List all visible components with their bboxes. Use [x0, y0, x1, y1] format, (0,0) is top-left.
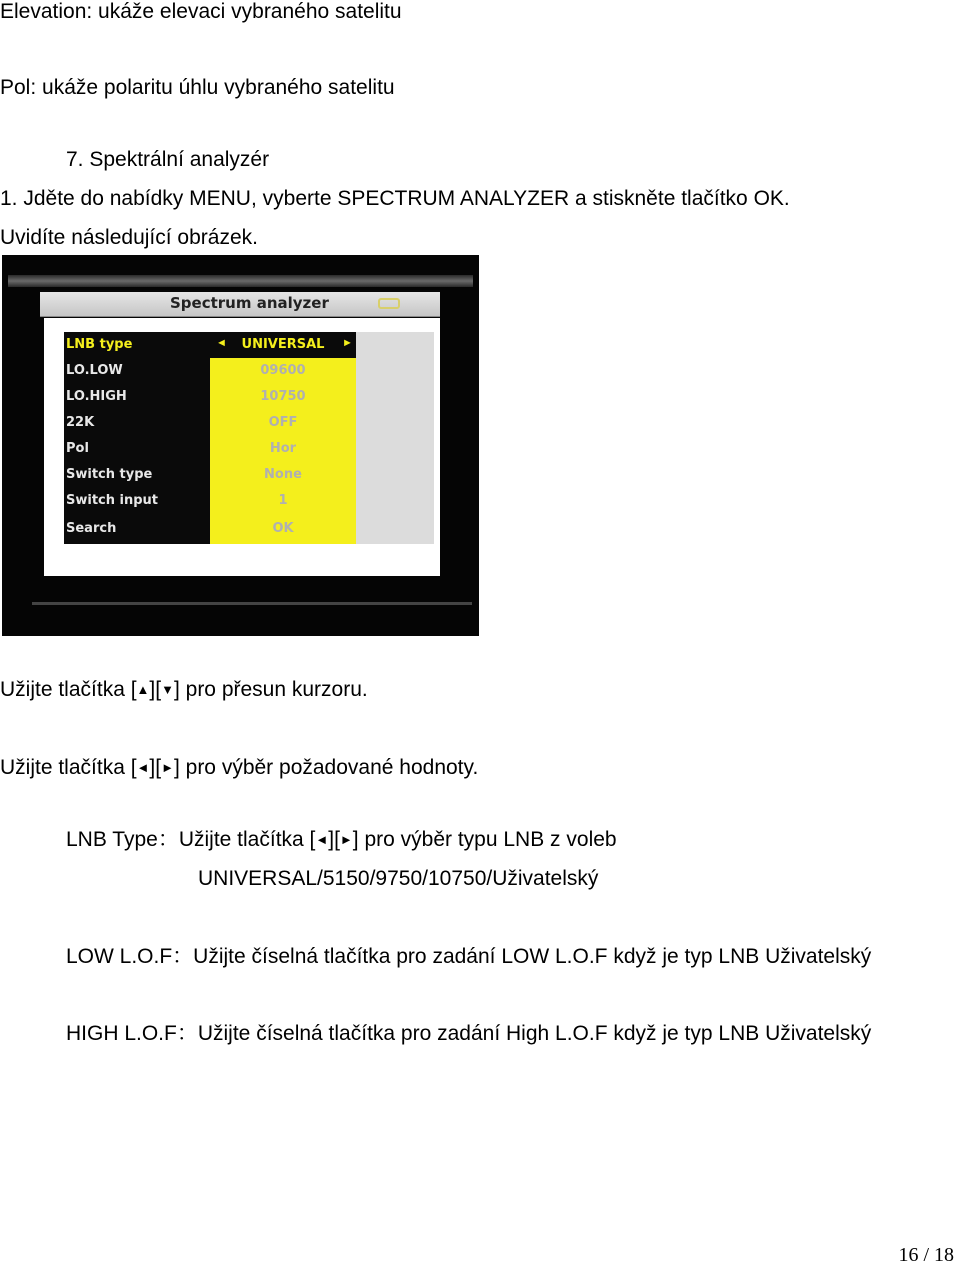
osd-row-pol[interactable]	[64, 436, 356, 462]
osd-row-value: OK	[272, 521, 294, 536]
osd-row-lo-high[interactable]	[64, 384, 356, 410]
osd-panel	[44, 318, 440, 576]
elevation-line: Elevation: ukáže elevaci vybraného satelitu	[0, 0, 402, 23]
low-lof-line: LOW L.O.F：Užijte číselná tlačítka pro zadání LOW L.O.F když je typ LNB Uživatelský	[66, 945, 872, 968]
high-lof-line: HIGH L.O.F：Užijte číselná tlačítka pro zadání High L.O.F když je typ LNB Uživatelský	[66, 1022, 872, 1045]
arrow-right-icon: ►	[339, 832, 353, 847]
arrow-left-icon: ◄	[315, 832, 329, 847]
osd-row-value: 1	[278, 493, 288, 508]
osd-row-value: UNIVERSAL	[241, 337, 325, 352]
osd-title-bar	[40, 292, 440, 317]
osd-row-value: None	[264, 467, 302, 482]
arrow-right-icon: ►	[161, 760, 174, 775]
spectrum-analyzer-screenshot	[2, 255, 479, 636]
step1-continuation: Uvidíte následující obrázek.	[0, 226, 258, 249]
osd-row-label: LO.HIGH	[66, 389, 127, 404]
osd-title: Spectrum analyzer	[170, 294, 329, 312]
pol-line: Pol: ukáže polaritu úhlu vybraného satelitu	[0, 76, 395, 99]
page-number: 16 / 18	[898, 1244, 954, 1266]
osd-row-label: Switch type	[66, 467, 153, 482]
lnb-type-line: LNB Type：Užijte tlačítka [◄][►] pro výběr typu LNB z voleb	[66, 828, 617, 851]
osd-row-label: 22K	[66, 415, 95, 430]
osd-row-label: Search	[66, 521, 117, 536]
arrow-left-icon: ◄	[136, 760, 150, 775]
cursor-instruction: Užijte tlačítka [▲][▼] pro přesun kurzoru.	[0, 678, 368, 701]
osd-row-switch-input[interactable]	[64, 488, 356, 514]
osd-row-value: Hor	[269, 441, 297, 456]
osd-row-label: Switch input	[66, 493, 159, 508]
arrow-right-icon: ►	[342, 337, 353, 349]
arrow-down-icon: ▼	[161, 682, 174, 697]
step1-line: 1. Jděte do nabídky MENU, vyberte SPECTRUM ANALYZER a stiskněte tlačítko OK.	[0, 187, 790, 210]
osd-row-search[interactable]	[64, 516, 356, 542]
osd-row-value: OFF	[268, 415, 298, 430]
osd-row-value: 10750	[260, 389, 306, 404]
osd-bottom-bar	[32, 602, 472, 605]
osd-row-label: LO.LOW	[66, 363, 123, 378]
osd-row-lnb-type[interactable]	[64, 332, 356, 358]
osd-row-22k[interactable]	[64, 410, 356, 436]
osd-row-switch-type[interactable]	[64, 462, 356, 488]
section-heading: 7. Spektrální analyzér	[66, 148, 270, 171]
value-instruction: Užijte tlačítka [◄][►] pro výběr požadované hodnoty.	[0, 756, 479, 779]
osd-logo-icon	[378, 298, 400, 309]
osd-top-strip	[8, 275, 473, 287]
osd-row-label: Pol	[66, 441, 89, 456]
arrow-left-icon: ◄	[216, 337, 227, 349]
osd-row-value: 09600	[260, 363, 306, 378]
osd-row-lo-low[interactable]	[64, 358, 356, 384]
lnb-options-line: UNIVERSAL/5150/9750/10750/Uživatelský	[198, 867, 599, 890]
osd-row-label: LNB type	[66, 337, 133, 352]
arrow-up-icon: ▲	[136, 682, 150, 697]
